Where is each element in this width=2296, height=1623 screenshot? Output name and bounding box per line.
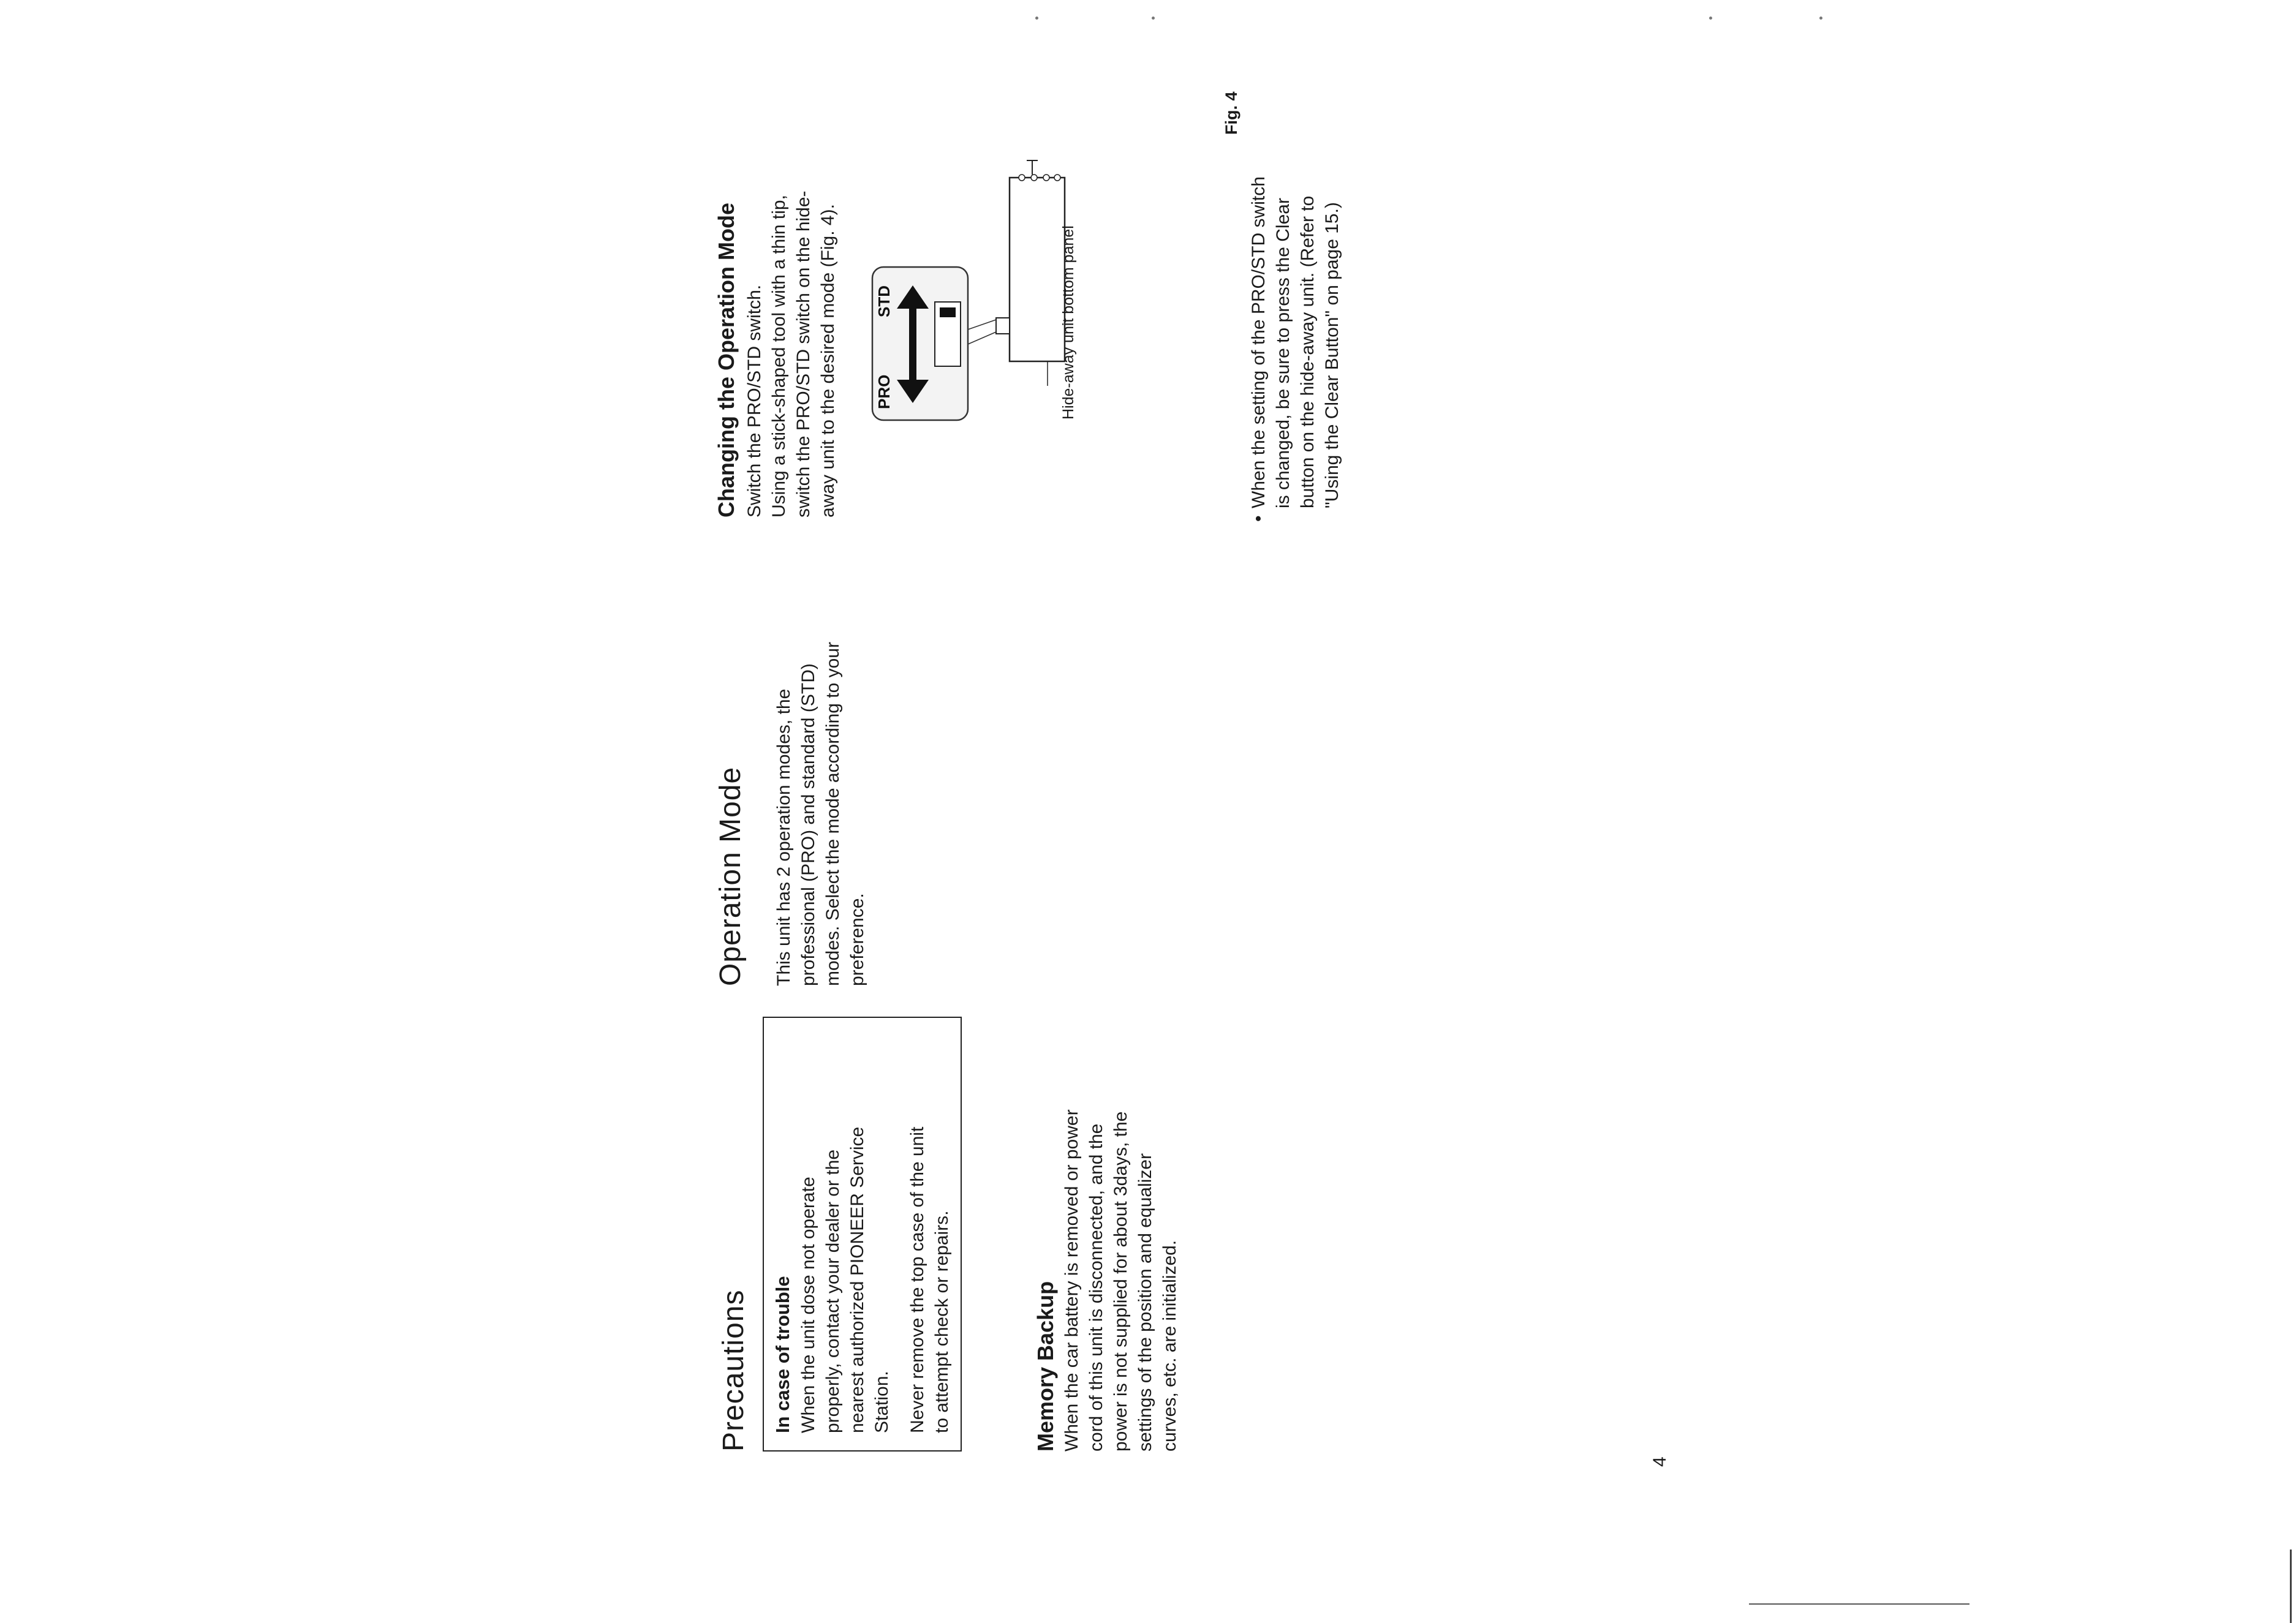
text-line: curves, etc. are initialized. — [1160, 1240, 1180, 1452]
trouble-box-paragraph-1 — [796, 1127, 894, 1433]
figure-caption: Hide-away unit bottom panel — [1060, 225, 1077, 420]
slide-switch-knob — [940, 307, 956, 317]
trouble-box-paragraph-2 — [905, 1127, 954, 1433]
page-number: 4 — [1650, 1456, 1670, 1467]
text-line: is changed, be sure to press the Clear — [1273, 198, 1293, 508]
text-line: When the unit dose not operate — [798, 1177, 818, 1433]
hide-away-unit — [1010, 178, 1065, 361]
operation-mode-text — [772, 642, 870, 986]
memory-backup-text — [1060, 1109, 1182, 1452]
unit-switch-outline — [996, 318, 1010, 334]
text-line: nearest authorized PIONEER Service — [847, 1126, 867, 1433]
text-line: switch the PRO/STD switch on the hide- — [793, 190, 814, 518]
text-line: modes. Select the mode according to your — [823, 642, 843, 986]
text-line: settings of the position and equalizer — [1135, 1153, 1155, 1452]
fig-4-diagram — [870, 116, 1066, 423]
text-line: to attempt check or repairs. — [932, 1210, 952, 1433]
std-label: STD — [875, 285, 893, 317]
connector-pin — [1019, 175, 1025, 181]
note-bullet: • — [1248, 515, 1269, 522]
precautions-heading: Precautions — [717, 1289, 750, 1452]
text-line: preference. — [847, 893, 867, 986]
callout-leader-line — [968, 332, 996, 344]
text-line: button on the hide-away unit. (Refer to — [1297, 195, 1318, 508]
scan-speck — [1152, 17, 1155, 20]
scan-edge-line — [1749, 1603, 1969, 1605]
connector-pin — [1054, 175, 1060, 181]
text-line: cord of this unit is disconnected, and the — [1086, 1123, 1106, 1452]
text-line: Using a stick-shaped tool with a thin tip, — [769, 195, 789, 518]
text-line: properly, contact your dealer or the — [823, 1149, 843, 1433]
note-text — [1247, 176, 1345, 508]
changing-mode-text — [742, 190, 840, 518]
callout-leader-line — [968, 320, 996, 329]
text-line: power is not supplied for about 3days, the — [1111, 1111, 1131, 1452]
text-line: When the setting of the PRO/STD switch — [1248, 176, 1269, 508]
text-line: Never remove the top case of the unit — [907, 1126, 927, 1433]
memory-backup-heading: Memory Backup — [1033, 1281, 1058, 1452]
text-line: "Using the Clear Button" on page 15.) — [1322, 202, 1342, 508]
text-line: When the car battery is removed or power — [1062, 1109, 1082, 1452]
trouble-box-title: In case of trouble — [772, 1276, 793, 1433]
scan-speck — [1035, 17, 1038, 20]
scan-speck — [1709, 17, 1712, 20]
pro-label: PRO — [875, 374, 893, 409]
text-line: away unit to the desired mode (Fig. 4). — [818, 204, 838, 518]
text-line: This unit has 2 operation modes, the — [774, 688, 794, 986]
connector-pin — [1031, 175, 1037, 181]
text-line: professional (PRO) and standard (STD) — [798, 663, 818, 986]
changing-mode-heading: Changing the Operation Mode — [714, 203, 739, 518]
operation-mode-heading: Operation Mode — [714, 766, 747, 986]
text-line: Switch the PRO/STD switch. — [744, 284, 765, 518]
figure-label: Fig. 4 — [1222, 91, 1241, 135]
text-line: Station. — [872, 1371, 892, 1433]
connector-pin — [1043, 175, 1049, 181]
scan-speck — [1819, 17, 1822, 20]
scan-edge-line — [2290, 1550, 2292, 1623]
